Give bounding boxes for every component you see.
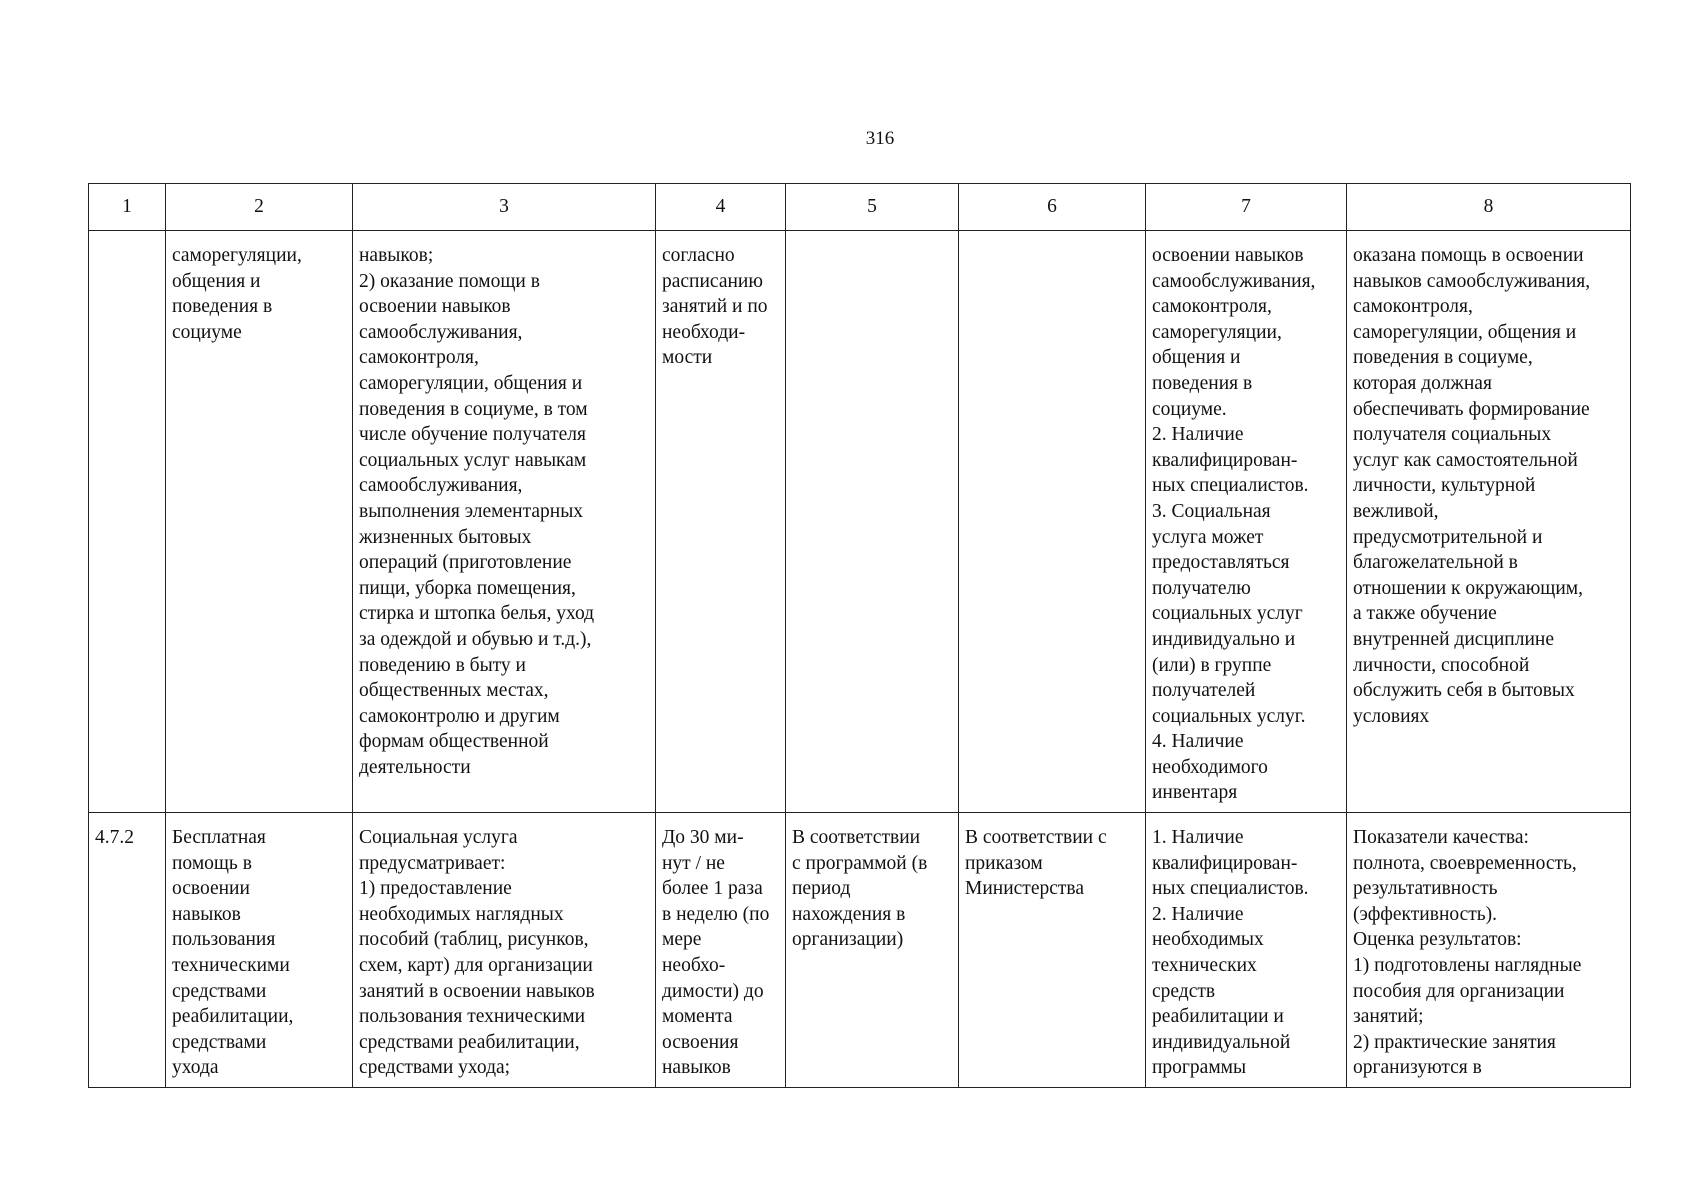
cell-timing: До 30 ми- нут / не более 1 раза в неделю (по мере необхо- димости) до момента освоения навыков	[656, 813, 786, 1088]
cell-description: Социальная услуга предусматривает: 1) предоставление необходимых наглядных пособий (таблиц, рисунков, схем, карт) для организации занятий в освоении навыков пользования техническими средствами реабилитации, средствами ухода;	[353, 813, 656, 1088]
cell-timing: согласно расписанию занятий и по необходи- мости	[656, 231, 786, 813]
column-header: 5	[786, 184, 959, 231]
column-header: 8	[1347, 184, 1631, 231]
cell-tariff: В соответствии с приказом Министерства	[959, 813, 1146, 1088]
table-row	[89, 231, 1631, 813]
cell-period	[786, 231, 959, 813]
cell-conditions: освоении навыков самообслуживания, самоконтроля, саморегуляции, общения и поведения в социуме. 2. Наличие квалифицирован- ных специалистов. 3. Социальная услуга может предоставляться получателю социальных услуг индивидуально и (или) в группе получателей социальных услуг. 4. Наличие необходимого инвентаря	[1146, 231, 1347, 813]
cell-service-name: Бесплатная помощь в освоении навыков пользования техническими средствами реабилитации, средствами ухода	[166, 813, 353, 1088]
cell-service-name: саморегуляции, общения и поведения в социуме	[166, 231, 353, 813]
cell-quality: Показатели качества: полнота, своевременность, результативность (эффективность). Оценка результатов: 1) подготовлены наглядные пособия для организации занятий; 2) практические занятия организуются в	[1347, 813, 1631, 1088]
column-header: 3	[353, 184, 656, 231]
column-header: 6	[959, 184, 1146, 231]
cell-period: В соответствии с программой (в период нахождения в организации)	[786, 813, 959, 1088]
cell-tariff	[959, 231, 1146, 813]
cell-number: 4.7.2	[89, 813, 166, 1088]
table-header-row	[89, 184, 1631, 231]
cell-conditions: 1. Наличие квалифицирован- ных специалистов. 2. Наличие необходимых технических средств реабилитации и индивидуальной программы	[1146, 813, 1347, 1088]
cell-quality: оказана помощь в освоении навыков самообслуживания, самоконтроля, саморегуляции, общения и поведения в социуме, которая должная обеспечивать формирование получателя социальных услуг как самостоятельной личности, культурной вежливой, предусмотрительной и благожелательной в отношении к окружающим, а также обучение внутренней дисциплине личности, способной обслужить себя в бытовых условиях	[1347, 231, 1631, 813]
services-table	[88, 183, 1631, 1088]
column-header: 7	[1146, 184, 1347, 231]
cell-number	[89, 231, 166, 813]
column-header: 4	[656, 184, 786, 231]
column-header: 2	[166, 184, 353, 231]
column-header: 1	[89, 184, 166, 231]
table-row	[89, 813, 1631, 1088]
cell-description: навыков; 2) оказание помощи в освоении навыков самообслуживания, самоконтроля, саморегуляции, общения и поведения в социуме, в том числе обучение получателя социальных услуг навыкам самообслуживания, выполнения элементарных жизненных бытовых операций (приготовление пищи, уборка помещения, стирка и штопка белья, уход за одеждой и обувью и т.д.), поведению в быту и общественных местах, самоконтролю и другим формам общественной деятельности	[353, 231, 656, 813]
page-number: 316	[865, 128, 895, 149]
